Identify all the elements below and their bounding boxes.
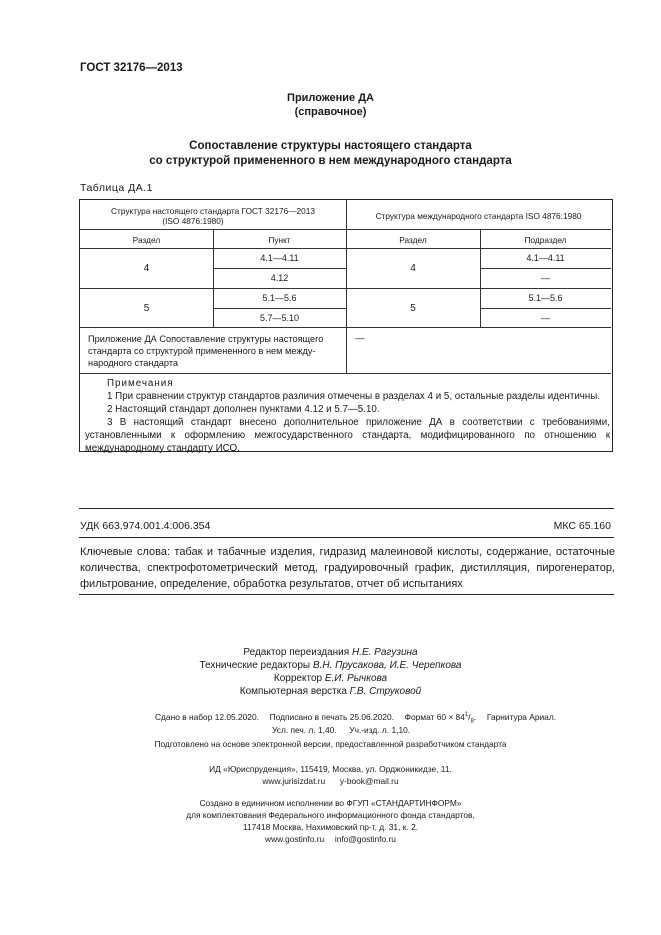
table-rule <box>213 308 346 309</box>
row-intl-section: 4 <box>410 263 416 274</box>
mks-code: МКС 65.160 <box>553 520 611 532</box>
standard-code: ГОСТ 32176—2013 <box>80 62 183 74</box>
row-point: 5.7—5.10 <box>259 313 300 323</box>
table-rule <box>346 200 347 373</box>
table-rule <box>480 308 611 309</box>
created-line-3: 117418 Москва, Нахимовский пр-т, д. 31, к. 2. <box>242 822 419 832</box>
credit-tech-label: Технические редакторы <box>199 660 311 671</box>
note-1: 1 При сравнении структур стандартов различия отмечены в разделах 4 и 5, остальные разделы идентичны. <box>107 391 601 402</box>
pub-sign-date: Подписано в печать 25.06.2020. <box>269 712 394 722</box>
table-label: Таблица ДА.1 <box>80 182 153 194</box>
credit-editor-label: Редактор переиздания <box>243 647 350 658</box>
created-contacts <box>0 834 661 844</box>
pub-typeface: Гарнитура Ариал. <box>486 712 557 722</box>
row-point: 4.12 <box>270 273 289 283</box>
appendix-subtitle: (справочное) <box>294 106 367 118</box>
appendix-row-right: — <box>355 333 365 344</box>
col-header-subsection: Подраздел <box>524 235 567 245</box>
pub-format: Формат 60 × 84 <box>404 712 465 722</box>
footer-bottom-rule <box>79 594 614 595</box>
appendix-title: Приложение ДА <box>287 92 374 104</box>
footer-rule <box>79 537 614 538</box>
appendix-row-line-2: стандарта со структурой примененного в нем между- <box>88 346 316 356</box>
row-section: 5 <box>143 303 150 314</box>
pub-format-suffix: . <box>473 712 477 722</box>
row-section: 4 <box>143 263 150 274</box>
credit-layout <box>0 686 661 697</box>
pub-info-line-1: Сдано в набор 12.05.2020. Подписано в печать 25.06.2020. Формат $60 \times 84^1/_8$. Гарнитура Ариал. <box>155 712 557 725</box>
publisher-site-link[interactable]: www.jurisizdat.ru <box>262 776 326 786</box>
header-right: Структура международного стандарта ISO 4876:1980 <box>375 211 582 221</box>
publisher-address: ИД «Юриспруденция», 115419, Москва, ул. Орджоникидзе, 11. <box>209 764 452 774</box>
heading-line-2: со структурой примененного в нем международного стандарта <box>149 155 512 167</box>
pub-print-sheets: Усл. печ. л. 1,40. <box>272 725 337 735</box>
row-subsection: — <box>541 313 550 323</box>
appendix-row-line-3: народного стандарта <box>88 358 179 368</box>
appendix-row-line-1: Приложение ДА Сопоставление структуры настоящего <box>88 334 324 344</box>
table-rule <box>213 268 346 269</box>
table-rule <box>80 373 611 374</box>
credit-editor-name: Н.Е. Рагузина <box>351 647 418 658</box>
notes-title: Примечания <box>107 378 174 389</box>
row-point: 4.1—4.11 <box>260 253 299 263</box>
note-3: 3 В настоящий стандарт внесено дополнительное приложение ДА в соответствии с требованиями, установленными к оформлению межгосударственного стандарта, модифицированного по отношению к международному стандарту ИСО. <box>85 417 610 454</box>
table-rule <box>480 268 611 269</box>
credit-corrector <box>0 673 661 684</box>
credit-layout-label: Компьютерная верстка <box>239 686 347 697</box>
pub-format-num: 1 <box>464 712 469 719</box>
credit-editor <box>0 647 661 658</box>
col-header-intl-section: Раздел <box>399 235 427 245</box>
udk-code: УДК 663.974.001.4:006.354 <box>80 520 211 532</box>
footer-top-rule <box>79 508 614 509</box>
credit-corrector-name: Е.И. Рычкова <box>324 673 388 684</box>
credit-layout-name: Г.В. Струковой <box>349 686 422 697</box>
credit-corrector-label: Корректор <box>273 673 323 684</box>
note-2: 2 Настоящий стандарт дополнен пунктами 4.12 и 5.7—5.10. <box>107 404 380 415</box>
row-intl-section: 5 <box>410 303 416 314</box>
publisher-email-link[interactable]: y-book@mail.ru <box>339 776 399 786</box>
col-header-section: Раздел <box>132 235 161 245</box>
row-point: 5.1—5.6 <box>262 293 297 303</box>
row-subsection: 5.1—5.6 <box>528 293 563 303</box>
pub-format-den: 8 <box>470 718 474 725</box>
header-left-line-2: (ISO 4876:1980) <box>162 216 224 226</box>
pub-prepared: Подготовлено на основе электронной версии, предоставленной разработчиком стандарта <box>154 739 507 749</box>
created-site-link[interactable]: www.gostinfo.ru <box>265 834 325 844</box>
credit-tech <box>0 660 661 671</box>
created-line-1: Создано в единичном исполнении во ФГУП «СТАНДАРТИНФОРМ» <box>199 798 462 808</box>
heading-line-1: Сопоставление структуры настоящего стандарта <box>189 140 472 152</box>
row-subsection: — <box>541 273 550 283</box>
appendix-row-text <box>88 333 343 369</box>
credit-tech-names: В.Н. Прусакова, И.Е. Черепкова <box>312 660 462 671</box>
header-left <box>80 206 346 226</box>
publisher-contacts <box>0 776 661 786</box>
keywords: Ключевые слова: табак и табачные изделия, гидразид малеиновой кислоты, содержание, остаточные количества, спектрофотометрический метод, градуировочный график, дистилляция, пирогенератор, фильтрование, определение, обработка результатов, отчет об испытаниях <box>80 546 615 590</box>
created-email-link[interactable]: info@gostinfo.ru <box>334 834 396 844</box>
pub-set-date: Сдано в набор 12.05.2020. <box>155 712 259 722</box>
row-subsection: 4.1—4.11 <box>526 253 565 263</box>
pub-pub-sheets: Уч.-изд. л. 1,10. <box>349 725 411 735</box>
pub-info-line-2 <box>272 725 410 735</box>
table-notes <box>85 377 610 455</box>
col-header-point: Пункт <box>268 235 291 245</box>
header-left-line-1: Структура настоящего стандарта ГОСТ 32176—2013 <box>111 206 315 216</box>
created-line-2: для комплектования Федерального информационного фонда стандартов, <box>186 810 475 820</box>
